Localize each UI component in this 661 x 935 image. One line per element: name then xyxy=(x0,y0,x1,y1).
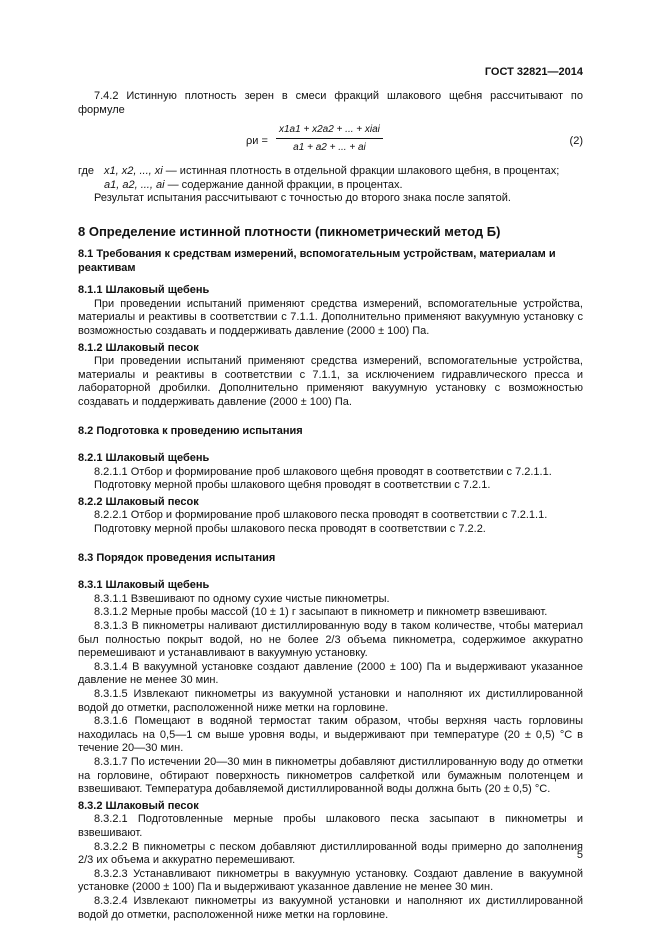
result-precision: Результат испытания рассчитывают с точностью до второго знака после запятой. xyxy=(94,192,511,205)
section-8-3-1-title: 8.3.1 Шлаковый щебень xyxy=(78,579,210,592)
formula-numerator: x1a1 + x2a2 + ... + xiai xyxy=(276,123,383,139)
where-a xyxy=(78,179,583,193)
section-8-2-1-sub: Подготовку мерной пробы шлакового щебня проводят в соответствии с 7.2.1. xyxy=(94,479,491,492)
section-8-title: 8 Определение истинной плотности (пикнометрический метод Б) xyxy=(78,223,501,239)
paragraph-7-4-2: 7.4.2 Истинную плотность зерен в смеси фракций шлакового щебня рассчитывают по формуле xyxy=(78,90,583,116)
page-content xyxy=(78,90,583,922)
formula-number: (2) xyxy=(569,135,583,148)
section-8-3-1-3: 8.3.1.3 В пикнометры наливают дистиллированную воду в таком количестве, чтобы материал был полностью покрыт водой, но не более 2/3 объема пикнометра, содержимое аккуратно перемешивают и устанавливают в вакуумную установку. xyxy=(78,620,583,660)
where-x-vars: x1, x2, ..., xi xyxy=(104,165,163,178)
section-8-3-2-3: 8.3.2.3 Устанавливают пикнометры в вакуумную установку. Создают давление в вакуумной установке (2000 ± 100) Па и выдерживают указанное давление не менее 30 мин. xyxy=(78,867,583,894)
section-8-3-1-6: 8.3.1.6 Помещают в водяной термостат таким образом, чтобы верхняя часть горловины находилась на 0,5—1 см выше уровня воды, и выдерживают при температуре (20 ± 0,5) °С в течение 20—30 мин. xyxy=(78,715,583,755)
where-prefix: где xyxy=(78,165,95,178)
section-8-1-1-title: 8.1.1 Шлаковый щебень xyxy=(78,284,210,297)
section-8-3-1-7: 8.3.1.7 По истечении 20—30 мин в пикнометры добавляют дистиллированную воду до отметки на горловине, обтирают поверхность пикнометров салфеткой или бумажным полотенцем и взвешивают. Температура добавляемой дистиллированной воды должна быть (20 ± 0,5) °С. xyxy=(78,755,583,796)
section-8-3-1-1: 8.3.1.1 Взвешивают по одному сухие чистые пикнометры. xyxy=(94,592,390,605)
section-8-2-2-1: 8.2.2.1 Отбор и формирование проб шлакового песка проводят в соответствии с 7.2.1.1. xyxy=(94,509,548,522)
formula-fraction xyxy=(276,123,383,154)
page-number: 5 xyxy=(576,849,583,861)
section-8-1-2-text: При проведении испытаний применяют средства измерений, вспомогательные устройства, материалы и реактивы в соответствии с 7.1.1, за исключением гидравлического пресса и лабораторной дробилки. Дополнительно применяют вакуумную установку с возможностью создавать и поддерживать давление (2000 ± 100) Па. xyxy=(78,355,583,408)
section-8-2-1-1: 8.2.1.1 Отбор и формирование проб шлакового щебня проводят в соответствии с 7.2.1.1. xyxy=(94,465,552,478)
section-8-1-2-title: 8.1.2 Шлаковый песок xyxy=(78,341,199,354)
where-a-text: — содержание данной фракции, в процентах. xyxy=(164,178,403,191)
where-x xyxy=(78,165,583,179)
where-a-vars: a1, a2, ..., ai xyxy=(104,178,165,191)
section-8-3-title: 8.3 Порядок проведения испытания xyxy=(78,551,276,564)
formula-2 xyxy=(78,123,583,159)
formula-denominator: a1 + a2 + ... + ai xyxy=(293,141,366,153)
section-8-3-1-4: 8.3.1.4 В вакуумной установке создают давление (2000 ± 100) Па и выдерживают указанное давление не менее 30 мин. xyxy=(78,660,583,687)
where-x-text: — истинная плотность в отдельной фракции шлакового щебня, в процентах; xyxy=(162,165,560,178)
section-8-3-1-5: 8.3.1.5 Извлекают пикнометры из вакуумной установки и наполняют их дистиллированной водой до отметки, расположенной ниже метки на горловине. xyxy=(78,688,583,714)
section-8-2-1-title: 8.2.1 Шлаковый щебень xyxy=(78,452,210,465)
section-8-3-2-1: 8.3.2.1 Подготовленные мерные пробы шлакового песка засыпают в пикнометры и взвешивают. xyxy=(78,813,583,839)
section-8-3-2-2: 8.3.2.2 В пикнометры с песком добавляют дистиллированной воды примерно до заполнения 2/3 их объема и аккуратно перемешивают. xyxy=(78,840,583,867)
section-8-3-2-title: 8.3.2 Шлаковый песок xyxy=(78,799,199,812)
document-code: ГОСТ 32821—2014 xyxy=(484,66,583,78)
section-8-2-title: 8.2 Подготовка к проведению испытания xyxy=(78,424,303,437)
where-block xyxy=(78,165,583,206)
section-8-2-2-title: 8.2.2 Шлаковый песок xyxy=(78,495,199,508)
section-8-2-2-sub: Подготовку мерной пробы шлакового песка проводят в соответствии с 7.2.2. xyxy=(94,523,486,536)
section-8-1-title: 8.1 Требования к средствам измерений, вспомогательным устройствам, материалам и реактивам xyxy=(78,247,556,274)
section-8-1-1-text: При проведении испытаний применяют средства измерений, вспомогательные устройства, материалы и реактивы в соответствии с 7.1.1. Дополнительно применяют вакуумную установку с возможностью создавать и поддерживать давление (2000 ± 100) Па. xyxy=(78,297,583,337)
section-8-3-1-2: 8.3.1.2 Мерные пробы массой (10 ± 1) г засыпают в пикнометр и пикнометр взвешивают. xyxy=(94,606,548,619)
formula-lhs: ρи = xyxy=(246,135,268,148)
section-8-3-2-4: 8.3.2.4 Извлекают пикнометры из вакуумной установки и наполняют их дистиллированной водой до отметки, расположенной ниже метки на горловине. xyxy=(78,894,583,921)
